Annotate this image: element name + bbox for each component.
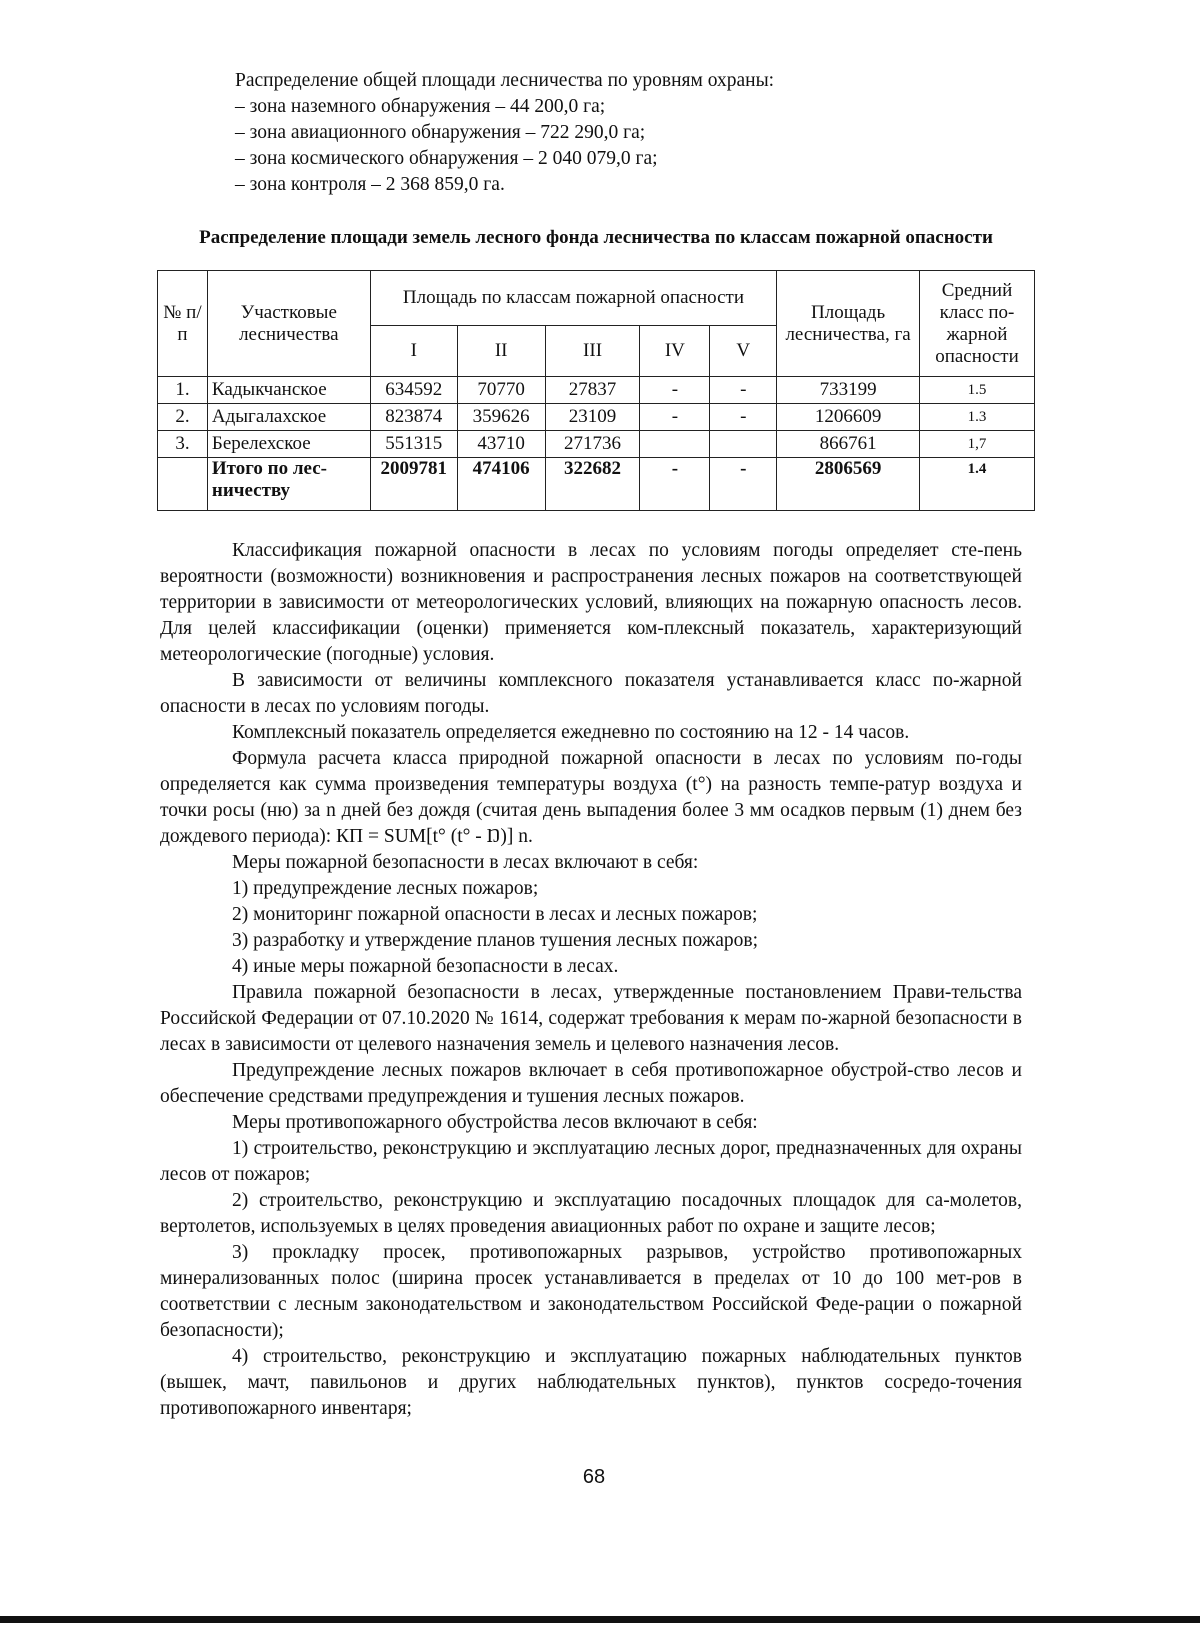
table-cell: 1.4 <box>920 458 1035 511</box>
table-cell: 23109 <box>545 404 640 431</box>
paragraph: Меры пожарной безопасности в лесах включают в себя: <box>232 852 699 873</box>
table-cell: 551315 <box>370 431 457 458</box>
paragraph: 1) предупреждение лесных пожаров; <box>232 878 539 899</box>
table-cell: 823874 <box>370 404 457 431</box>
body-text <box>160 538 1022 1422</box>
paragraph: Меры противопожарного обустройства лесов включают в себя: <box>232 1112 758 1133</box>
header-class: II <box>457 326 545 377</box>
table-cell <box>710 431 777 458</box>
table-cell: 3. <box>158 431 208 458</box>
table-cell: 322682 <box>545 458 640 511</box>
table-row <box>158 404 1035 431</box>
paragraph: В зависимости от величины комплексного показателя устанавливается класс по-жарной опасности в лесах по условиям погоды. <box>160 670 1022 717</box>
header-area: Площадь лесничества, га <box>777 271 920 377</box>
table-cell: Итого по лес-ничеству <box>207 458 370 511</box>
table-cell: - <box>710 458 777 511</box>
table-cell: 474106 <box>457 458 545 511</box>
table-cell: - <box>710 404 777 431</box>
paragraph: 3) прокладку просек, противопожарных разрывов, устройство противопожарных минерализованных полос (ширина просек устанавливается в пределах от 10 до 100 мет-ров в соответствии с лесным законодательством и законодательством Российской Феде-рации о пожарной безопасности); <box>160 1242 1022 1341</box>
table-cell: 43710 <box>457 431 545 458</box>
table-title: Распределение площади земель лесного фонда лесничества по классам пожарной опасности <box>199 227 993 248</box>
table-cell: 27837 <box>545 377 640 404</box>
table-row <box>158 377 1035 404</box>
header-class: V <box>710 326 777 377</box>
scan-edge-bar <box>0 1616 1200 1623</box>
paragraph: Правила пожарной безопасности в лесах, утвержденные постановлением Прави-тельства Российской Федерации от 07.10.2020 № 1614, содержат требования к мерам по-жарной безопасности в лесах в зависимости от целевого назначения земель и целевого назначения лесов. <box>160 982 1022 1055</box>
table-cell: Адыгалахское <box>207 404 370 431</box>
table-cell: 1206609 <box>777 404 920 431</box>
protection-levels-list <box>235 68 774 198</box>
table-cell: - <box>640 404 710 431</box>
header-classes-group: Площадь по классам пожарной опасности <box>370 271 776 326</box>
table-row <box>158 458 1035 511</box>
page-number: 68 <box>582 1466 606 1488</box>
header-class: I <box>370 326 457 377</box>
table-cell: 70770 <box>457 377 545 404</box>
paragraph: Формула расчета класса природной пожарной опасности в лесах по условиям по-годы определяется как сумма произведения температуры воздуха (t°) на разность темпе-ратур воздуха и точки росы (ню) за n дней без дождя (считая день выпадения более 3 мм осадков первым (1) днем без дождевого периода): КП = SUM[t° (t° - Ŋ)] n. <box>160 748 1022 847</box>
list-heading: Распределение общей площади лесничества по уровням охраны: <box>235 70 775 91</box>
table-cell: - <box>710 377 777 404</box>
paragraph: Комплексный показатель определяется ежедневно по состоянию на 12 - 14 часов. <box>232 722 910 743</box>
paragraph: Классификация пожарной опасности в лесах по условиям погоды определяет сте-пень вероятности (возможности) возникновения и распространения лесных пожаров на соответствующей территории в зависимости от метеорологических условий, влияющих на пожарную опасность лесов. Для целей классификации (оценки) применяется ком-плексный показатель, характеризующий метеорологические (погодные) условия. <box>160 540 1022 665</box>
table-cell: 2. <box>158 404 208 431</box>
table-cell: - <box>640 377 710 404</box>
paragraph: Предупреждение лесных пожаров включает в себя противопожарное обустрой-ство лесов и обеспечение средствами предупреждения и тушения лесных пожаров. <box>160 1060 1022 1107</box>
fire-class-table <box>157 270 1035 511</box>
header-avg: Средний класс по-жарной опасности <box>920 271 1035 377</box>
table-cell: 1.5 <box>920 377 1035 404</box>
list-item: – зона контроля – 2 368 859,0 га. <box>235 174 505 195</box>
table-cell: 271736 <box>545 431 640 458</box>
table-cell: 1.3 <box>920 404 1035 431</box>
table-cell: 1. <box>158 377 208 404</box>
header-class: III <box>545 326 640 377</box>
table-cell <box>640 431 710 458</box>
table-cell: 2806569 <box>777 458 920 511</box>
table-cell <box>158 458 208 511</box>
header-class: IV <box>640 326 710 377</box>
table-cell: 733199 <box>777 377 920 404</box>
paragraph: 2) мониторинг пожарной опасности в лесах и лесных пожаров; <box>232 904 758 925</box>
table-row <box>158 431 1035 458</box>
paragraph: 2) строительство, реконструкцию и эксплуатацию посадочных площадок для са-молетов, вертолетов, используемых в целях проведения авиационных работ по охране и защите лесов; <box>160 1190 1022 1237</box>
header-num: № п/п <box>158 271 208 377</box>
list-item: – зона наземного обнаружения – 44 200,0 га; <box>235 96 606 117</box>
table-cell: - <box>640 458 710 511</box>
paragraph: 1) строительство, реконструкцию и эксплуатацию лесных дорог, предназначенных для охраны лесов от пожаров; <box>160 1138 1022 1185</box>
table-cell: 1,7 <box>920 431 1035 458</box>
table-cell: Берелехское <box>207 431 370 458</box>
paragraph: 4) строительство, реконструкцию и эксплуатацию пожарных наблюдательных пунктов (вышек, мачт, павильонов и других наблюдательных пунктов), пунктов сосредо-точения противопожарного инвентаря; <box>160 1346 1022 1419</box>
table-cell: 359626 <box>457 404 545 431</box>
table-cell: 634592 <box>370 377 457 404</box>
list-item: – зона авиационного обнаружения – 722 290,0 га; <box>235 122 646 143</box>
table-cell: Кадыкчанское <box>207 377 370 404</box>
paragraph: 3) разработку и утверждение планов тушения лесных пожаров; <box>232 930 759 951</box>
paragraph: 4) иные меры пожарной безопасности в лесах. <box>232 956 619 977</box>
table-cell: 2009781 <box>370 458 457 511</box>
header-name: Участковые лесничества <box>207 271 370 377</box>
table-cell: 866761 <box>777 431 920 458</box>
list-item: – зона космического обнаружения – 2 040 079,0 га; <box>235 148 658 169</box>
